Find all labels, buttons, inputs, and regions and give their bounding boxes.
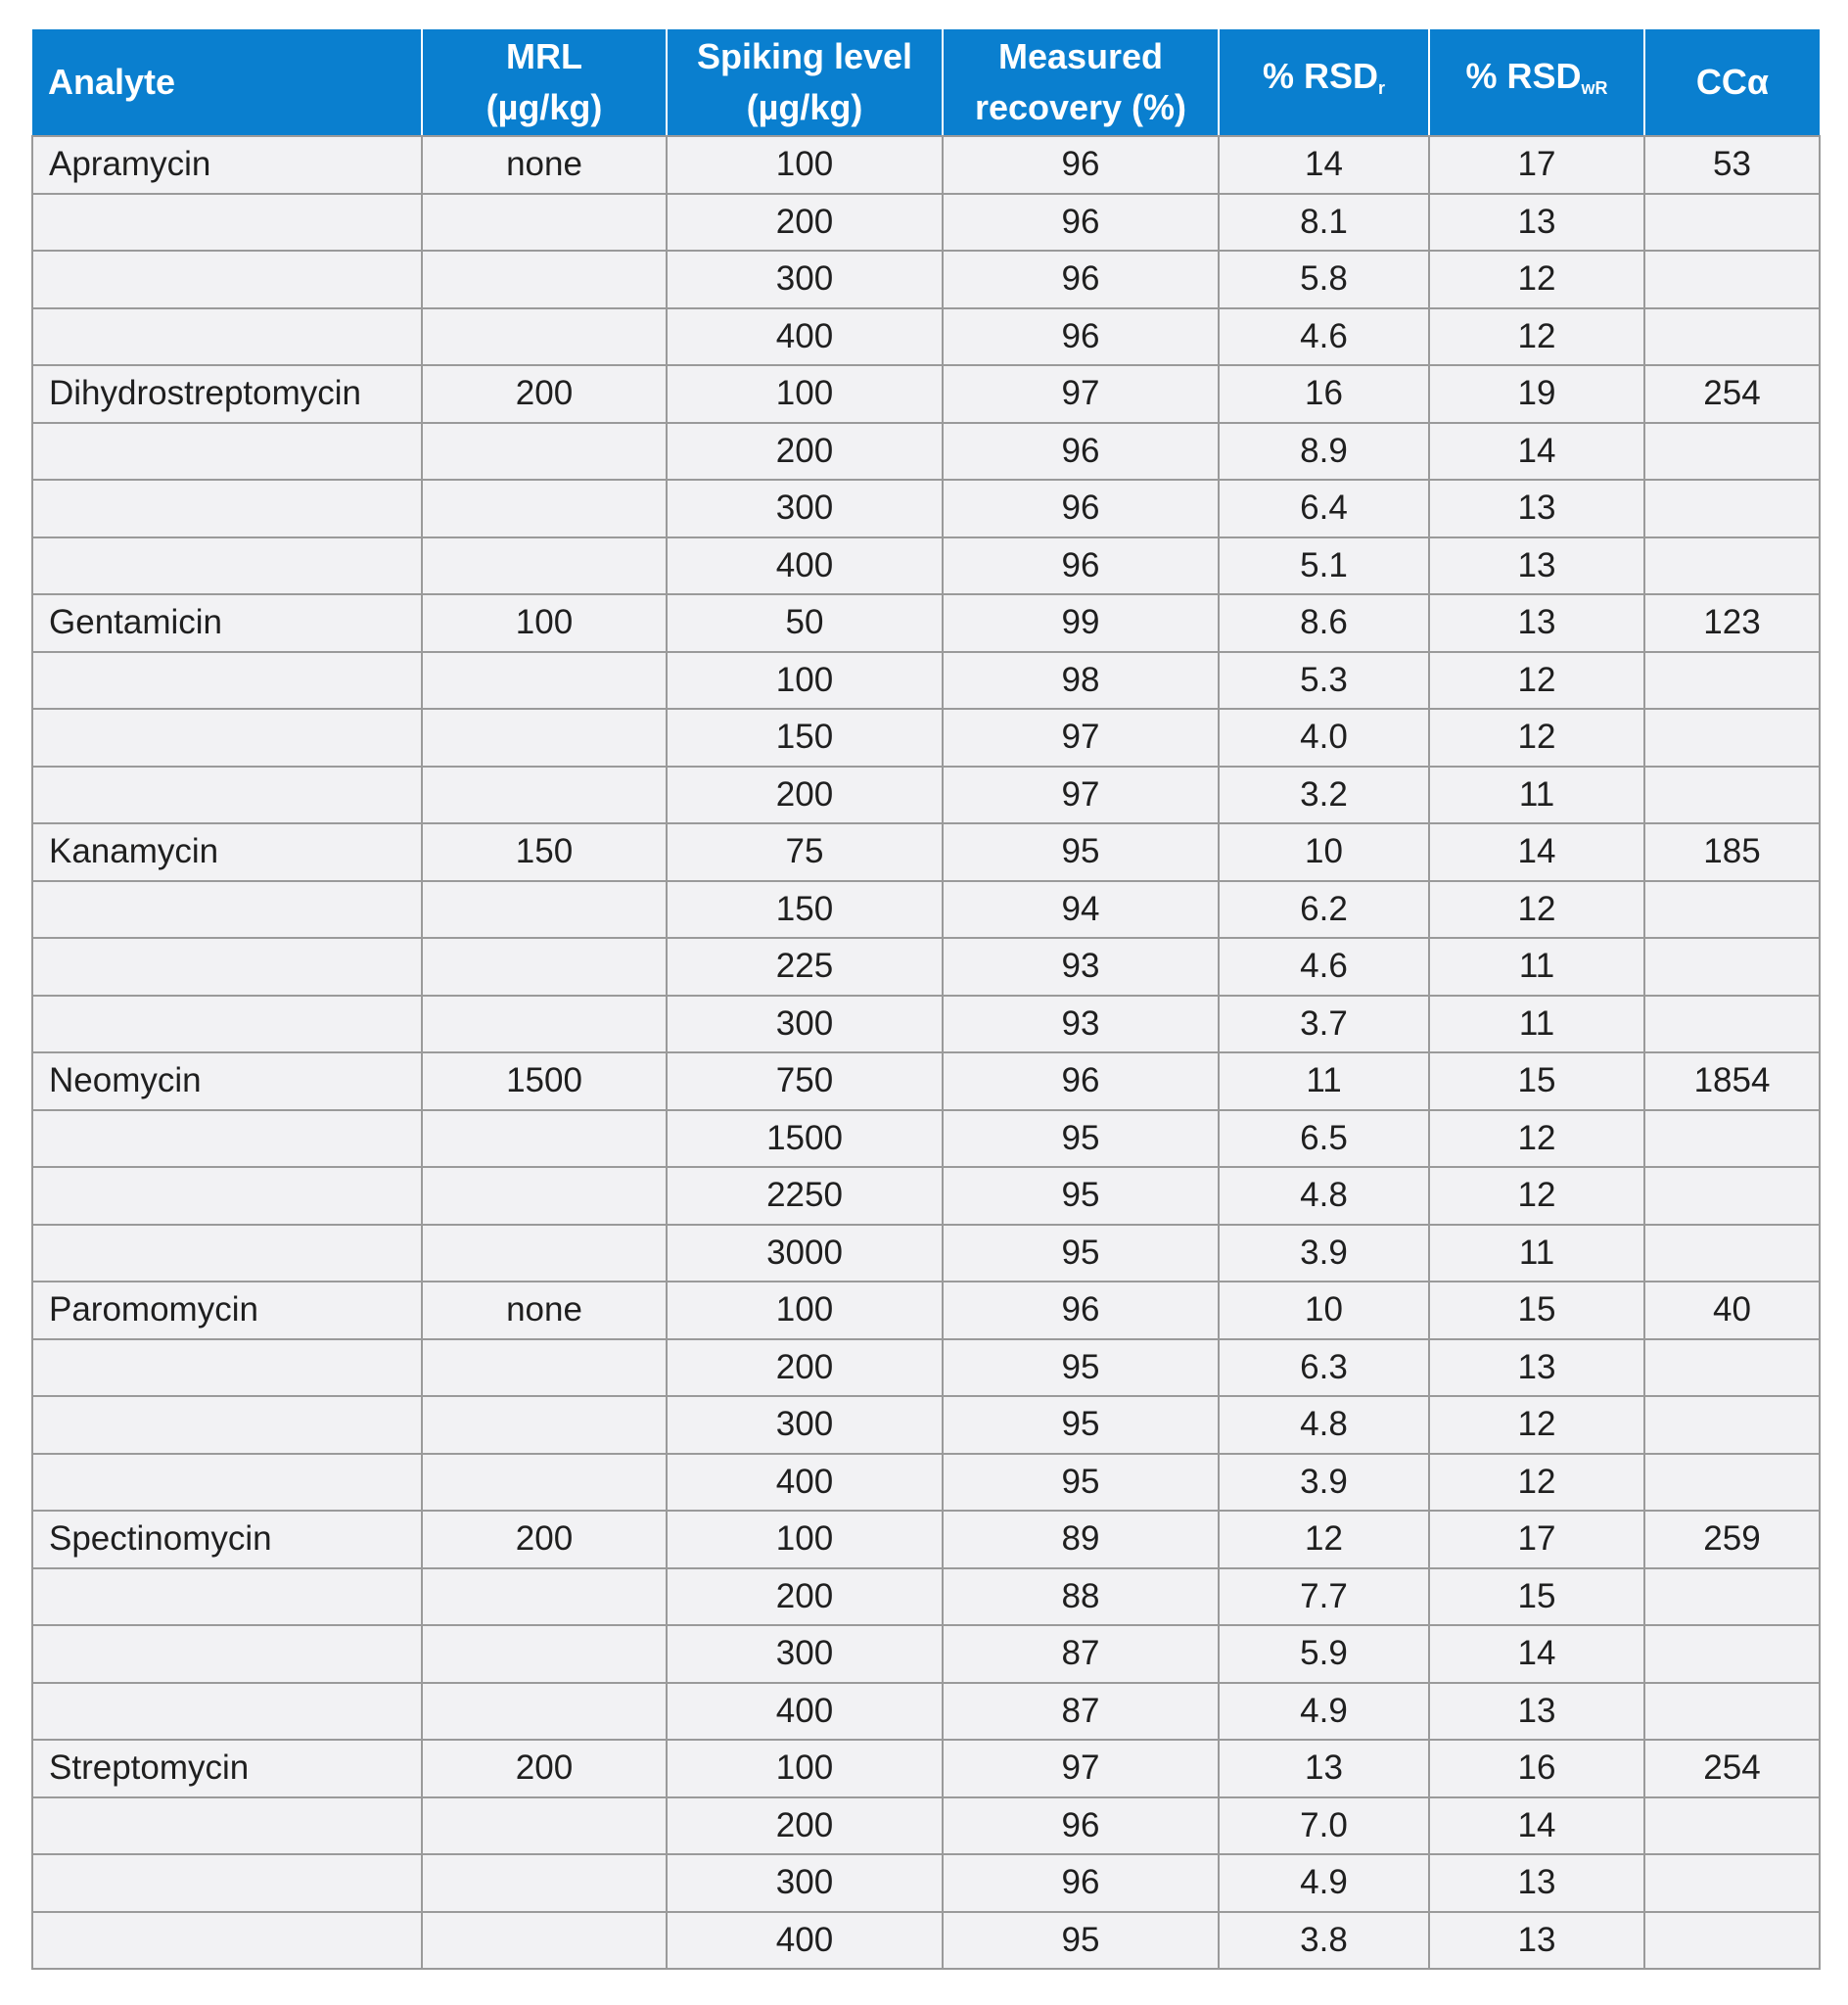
cell-analyte: Apramycin [32, 136, 422, 194]
cell-analyte [32, 1625, 422, 1683]
cell-rsd-r: 10 [1219, 1282, 1429, 1339]
cell-spiking-level: 100 [667, 1511, 943, 1568]
header-spiking-line2: (µg/kg) [746, 87, 863, 127]
table-row [32, 1797, 1820, 1855]
table-row [32, 1282, 1820, 1339]
cell-rsd-wr: 17 [1429, 136, 1644, 194]
cell-rsd-r: 6.2 [1219, 881, 1429, 939]
table-row [32, 1167, 1820, 1225]
header-rsd-wr-sub: wR [1581, 78, 1608, 98]
cell-cc-alpha [1644, 537, 1820, 595]
cell-spiking-level: 3000 [667, 1225, 943, 1282]
cell-analyte [32, 996, 422, 1053]
cell-measured-recovery: 96 [943, 136, 1219, 194]
cell-rsd-r: 3.7 [1219, 996, 1429, 1053]
cell-mrl [422, 1625, 667, 1683]
cell-measured-recovery: 96 [943, 1282, 1219, 1339]
cell-spiking-level: 2250 [667, 1167, 943, 1225]
cell-analyte [32, 194, 422, 252]
table-row [32, 1912, 1820, 1970]
cell-cc-alpha: 254 [1644, 1740, 1820, 1797]
cell-spiking-level: 50 [667, 594, 943, 652]
cell-spiking-level: 400 [667, 308, 943, 366]
table-row [32, 1454, 1820, 1512]
cell-rsd-r: 4.9 [1219, 1854, 1429, 1912]
cell-analyte [32, 1683, 422, 1741]
cell-rsd-wr: 14 [1429, 823, 1644, 881]
table-row [32, 308, 1820, 366]
cell-analyte [32, 1454, 422, 1512]
cell-analyte [32, 1854, 422, 1912]
cell-measured-recovery: 87 [943, 1683, 1219, 1741]
header-cc-alpha: CCα [1644, 29, 1820, 136]
table-row [32, 1568, 1820, 1626]
header-spiking-line1: Spiking level [696, 36, 913, 76]
cell-rsd-wr: 11 [1429, 996, 1644, 1053]
cell-rsd-wr: 11 [1429, 767, 1644, 824]
cell-analyte [32, 1110, 422, 1168]
table-row [32, 1854, 1820, 1912]
cell-spiking-level: 300 [667, 480, 943, 537]
cell-spiking-level: 100 [667, 1282, 943, 1339]
cell-analyte [32, 938, 422, 996]
cell-mrl [422, 881, 667, 939]
header-rsd-wr [1429, 29, 1644, 136]
cell-rsd-r: 4.8 [1219, 1396, 1429, 1454]
cell-analyte: Paromomycin [32, 1282, 422, 1339]
table-row [32, 1511, 1820, 1568]
header-mrl-line2: (µg/kg) [485, 87, 603, 127]
cell-mrl [422, 251, 667, 308]
cell-measured-recovery: 95 [943, 1396, 1219, 1454]
cell-rsd-wr: 12 [1429, 251, 1644, 308]
cell-spiking-level: 100 [667, 136, 943, 194]
cell-analyte: Spectinomycin [32, 1511, 422, 1568]
table-row [32, 1625, 1820, 1683]
table-row [32, 480, 1820, 537]
cell-mrl: 200 [422, 365, 667, 423]
cell-rsd-wr: 11 [1429, 938, 1644, 996]
cell-measured-recovery: 95 [943, 823, 1219, 881]
cell-cc-alpha [1644, 308, 1820, 366]
cell-analyte [32, 1797, 422, 1855]
cell-mrl [422, 537, 667, 595]
cell-analyte: Streptomycin [32, 1740, 422, 1797]
header-rsd-r-sub: r [1378, 78, 1386, 98]
cell-measured-recovery: 89 [943, 1511, 1219, 1568]
table-row [32, 594, 1820, 652]
cell-rsd-r: 6.5 [1219, 1110, 1429, 1168]
cell-analyte: Neomycin [32, 1052, 422, 1110]
table-row [32, 1683, 1820, 1741]
cell-measured-recovery: 97 [943, 1740, 1219, 1797]
table-body [32, 136, 1820, 1969]
cell-spiking-level: 400 [667, 1683, 943, 1741]
cell-rsd-r: 4.8 [1219, 1167, 1429, 1225]
table-row [32, 881, 1820, 939]
header-analyte: Analyte [32, 29, 422, 136]
cell-cc-alpha [1644, 1912, 1820, 1970]
cell-cc-alpha [1644, 480, 1820, 537]
cell-analyte [32, 423, 422, 481]
cell-rsd-r: 14 [1219, 136, 1429, 194]
cell-spiking-level: 100 [667, 365, 943, 423]
cell-rsd-r: 5.8 [1219, 251, 1429, 308]
cell-rsd-wr: 14 [1429, 1797, 1644, 1855]
cell-cc-alpha [1644, 938, 1820, 996]
cell-cc-alpha [1644, 1454, 1820, 1512]
cell-mrl: 200 [422, 1740, 667, 1797]
cell-spiking-level: 400 [667, 1454, 943, 1512]
cell-analyte [32, 1568, 422, 1626]
cell-measured-recovery: 96 [943, 423, 1219, 481]
cell-cc-alpha: 254 [1644, 365, 1820, 423]
cell-rsd-wr: 15 [1429, 1052, 1644, 1110]
cell-measured-recovery: 96 [943, 480, 1219, 537]
cell-cc-alpha: 123 [1644, 594, 1820, 652]
cell-spiking-level: 200 [667, 1339, 943, 1397]
table-row [32, 194, 1820, 252]
cell-spiking-level: 225 [667, 938, 943, 996]
cell-cc-alpha [1644, 1339, 1820, 1397]
cell-mrl [422, 767, 667, 824]
table-row [32, 537, 1820, 595]
cell-spiking-level: 200 [667, 1797, 943, 1855]
cell-mrl [422, 423, 667, 481]
cell-cc-alpha [1644, 1683, 1820, 1741]
cell-cc-alpha [1644, 1110, 1820, 1168]
cell-rsd-wr: 13 [1429, 537, 1644, 595]
cell-rsd-wr: 12 [1429, 308, 1644, 366]
cell-spiking-level: 100 [667, 1740, 943, 1797]
cell-mrl [422, 1225, 667, 1282]
cell-measured-recovery: 97 [943, 767, 1219, 824]
cell-rsd-wr: 13 [1429, 480, 1644, 537]
cell-measured-recovery: 96 [943, 1854, 1219, 1912]
cell-rsd-r: 7.7 [1219, 1568, 1429, 1626]
cell-measured-recovery: 95 [943, 1225, 1219, 1282]
cell-rsd-r: 5.1 [1219, 537, 1429, 595]
cell-rsd-r: 3.9 [1219, 1454, 1429, 1512]
cell-mrl [422, 709, 667, 767]
cell-analyte [32, 1167, 422, 1225]
cell-rsd-wr: 19 [1429, 365, 1644, 423]
header-rsd-r-main: % RSD [1262, 56, 1378, 96]
cell-mrl [422, 1167, 667, 1225]
cell-measured-recovery: 87 [943, 1625, 1219, 1683]
cell-rsd-r: 8.1 [1219, 194, 1429, 252]
cell-rsd-wr: 13 [1429, 1339, 1644, 1397]
cell-rsd-r: 12 [1219, 1511, 1429, 1568]
cell-rsd-r: 3.9 [1219, 1225, 1429, 1282]
cell-spiking-level: 200 [667, 423, 943, 481]
cell-analyte [32, 480, 422, 537]
cell-rsd-wr: 14 [1429, 423, 1644, 481]
table-row [32, 1339, 1820, 1397]
table-row [32, 1740, 1820, 1797]
cell-rsd-wr: 14 [1429, 1625, 1644, 1683]
table-row [32, 136, 1820, 194]
cell-rsd-wr: 11 [1429, 1225, 1644, 1282]
table-row [32, 1110, 1820, 1168]
table-row [32, 938, 1820, 996]
cell-mrl [422, 1683, 667, 1741]
table-row [32, 365, 1820, 423]
cell-spiking-level: 200 [667, 1568, 943, 1626]
cell-mrl: 200 [422, 1511, 667, 1568]
cell-mrl [422, 1110, 667, 1168]
cell-spiking-level: 300 [667, 251, 943, 308]
cell-measured-recovery: 93 [943, 938, 1219, 996]
header-recovery-line1: Measured [997, 36, 1164, 76]
cell-measured-recovery: 96 [943, 251, 1219, 308]
cell-analyte [32, 537, 422, 595]
cell-cc-alpha [1644, 881, 1820, 939]
cell-spiking-level: 750 [667, 1052, 943, 1110]
cell-analyte: Gentamicin [32, 594, 422, 652]
cell-cc-alpha [1644, 1167, 1820, 1225]
cell-mrl [422, 996, 667, 1053]
cell-mrl [422, 194, 667, 252]
cell-rsd-r: 5.3 [1219, 652, 1429, 710]
cell-measured-recovery: 96 [943, 1052, 1219, 1110]
cell-mrl [422, 1912, 667, 1970]
cell-measured-recovery: 96 [943, 194, 1219, 252]
table-row [32, 1225, 1820, 1282]
cell-rsd-wr: 12 [1429, 1110, 1644, 1168]
cell-mrl [422, 1797, 667, 1855]
cell-mrl: none [422, 136, 667, 194]
cell-rsd-wr: 13 [1429, 194, 1644, 252]
cell-mrl: none [422, 1282, 667, 1339]
validation-results-table [31, 29, 1821, 1970]
cell-rsd-r: 8.9 [1219, 423, 1429, 481]
cell-measured-recovery: 95 [943, 1167, 1219, 1225]
table-row [32, 1396, 1820, 1454]
cell-mrl [422, 652, 667, 710]
cell-spiking-level: 150 [667, 881, 943, 939]
cell-mrl [422, 1339, 667, 1397]
cell-rsd-wr: 13 [1429, 1912, 1644, 1970]
cell-mrl [422, 308, 667, 366]
cell-rsd-r: 13 [1219, 1740, 1429, 1797]
cell-rsd-wr: 12 [1429, 1167, 1644, 1225]
cell-rsd-r: 11 [1219, 1052, 1429, 1110]
cell-rsd-r: 6.3 [1219, 1339, 1429, 1397]
table-row [32, 652, 1820, 710]
cell-rsd-r: 4.9 [1219, 1683, 1429, 1741]
header-spiking-level [667, 29, 943, 136]
cell-analyte [32, 308, 422, 366]
cell-analyte [32, 652, 422, 710]
table-row [32, 423, 1820, 481]
cell-cc-alpha [1644, 709, 1820, 767]
header-measured-recovery [943, 29, 1219, 136]
cell-measured-recovery: 96 [943, 1797, 1219, 1855]
cell-measured-recovery: 97 [943, 709, 1219, 767]
header-mrl [422, 29, 667, 136]
cell-measured-recovery: 93 [943, 996, 1219, 1053]
cell-rsd-wr: 12 [1429, 652, 1644, 710]
cell-rsd-r: 16 [1219, 365, 1429, 423]
cell-analyte [32, 709, 422, 767]
cell-measured-recovery: 99 [943, 594, 1219, 652]
cell-cc-alpha: 185 [1644, 823, 1820, 881]
cell-spiking-level: 300 [667, 1396, 943, 1454]
cell-measured-recovery: 98 [943, 652, 1219, 710]
cell-rsd-r: 3.2 [1219, 767, 1429, 824]
cell-rsd-wr: 15 [1429, 1568, 1644, 1626]
cell-rsd-wr: 12 [1429, 1396, 1644, 1454]
cell-analyte [32, 1396, 422, 1454]
cell-mrl [422, 938, 667, 996]
cell-cc-alpha [1644, 1225, 1820, 1282]
cell-rsd-wr: 12 [1429, 709, 1644, 767]
cell-analyte [32, 251, 422, 308]
cell-mrl [422, 1854, 667, 1912]
cell-rsd-r: 4.6 [1219, 938, 1429, 996]
cell-spiking-level: 75 [667, 823, 943, 881]
cell-measured-recovery: 94 [943, 881, 1219, 939]
table-row [32, 823, 1820, 881]
cell-rsd-wr: 17 [1429, 1511, 1644, 1568]
cell-cc-alpha [1644, 1625, 1820, 1683]
cell-rsd-r: 4.0 [1219, 709, 1429, 767]
cell-measured-recovery: 96 [943, 308, 1219, 366]
cell-cc-alpha: 53 [1644, 136, 1820, 194]
cell-analyte [32, 767, 422, 824]
cell-measured-recovery: 88 [943, 1568, 1219, 1626]
cell-spiking-level: 200 [667, 194, 943, 252]
cell-mrl: 1500 [422, 1052, 667, 1110]
cell-cc-alpha: 40 [1644, 1282, 1820, 1339]
cell-rsd-r: 7.0 [1219, 1797, 1429, 1855]
cell-spiking-level: 150 [667, 709, 943, 767]
cell-measured-recovery: 95 [943, 1912, 1219, 1970]
table-row [32, 996, 1820, 1053]
cell-cc-alpha: 1854 [1644, 1052, 1820, 1110]
cell-spiking-level: 100 [667, 652, 943, 710]
cell-analyte [32, 1912, 422, 1970]
cell-spiking-level: 1500 [667, 1110, 943, 1168]
cell-analyte [32, 1339, 422, 1397]
cell-rsd-r: 4.6 [1219, 308, 1429, 366]
cell-cc-alpha [1644, 1797, 1820, 1855]
cell-spiking-level: 300 [667, 1625, 943, 1683]
header-rsd-r [1219, 29, 1429, 136]
cell-cc-alpha [1644, 1396, 1820, 1454]
cell-rsd-wr: 16 [1429, 1740, 1644, 1797]
header-rsd-wr-main: % RSD [1465, 56, 1582, 96]
cell-mrl: 150 [422, 823, 667, 881]
cell-measured-recovery: 95 [943, 1454, 1219, 1512]
cell-spiking-level: 400 [667, 537, 943, 595]
cell-mrl [422, 1454, 667, 1512]
header-mrl-line1: MRL [506, 36, 582, 76]
table-row [32, 1052, 1820, 1110]
cell-rsd-wr: 15 [1429, 1282, 1644, 1339]
cell-rsd-wr: 13 [1429, 1683, 1644, 1741]
cell-spiking-level: 400 [667, 1912, 943, 1970]
cell-mrl [422, 1396, 667, 1454]
cell-rsd-r: 3.8 [1219, 1912, 1429, 1970]
cell-rsd-r: 6.4 [1219, 480, 1429, 537]
cell-measured-recovery: 95 [943, 1110, 1219, 1168]
cell-mrl [422, 480, 667, 537]
cell-mrl [422, 1568, 667, 1626]
cell-measured-recovery: 95 [943, 1339, 1219, 1397]
cell-cc-alpha: 259 [1644, 1511, 1820, 1568]
header-recovery-line2: recovery (%) [974, 87, 1187, 127]
cell-rsd-wr: 13 [1429, 1854, 1644, 1912]
table-row [32, 251, 1820, 308]
cell-spiking-level: 300 [667, 996, 943, 1053]
cell-analyte: Dihydrostreptomycin [32, 365, 422, 423]
header-row [32, 29, 1820, 136]
cell-analyte [32, 881, 422, 939]
table-row [32, 767, 1820, 824]
cell-cc-alpha [1644, 767, 1820, 824]
cell-rsd-r: 5.9 [1219, 1625, 1429, 1683]
cell-rsd-wr: 12 [1429, 881, 1644, 939]
cell-rsd-wr: 12 [1429, 1454, 1644, 1512]
cell-cc-alpha [1644, 1568, 1820, 1626]
cell-measured-recovery: 96 [943, 537, 1219, 595]
cell-cc-alpha [1644, 423, 1820, 481]
cell-cc-alpha [1644, 1854, 1820, 1912]
cell-measured-recovery: 97 [943, 365, 1219, 423]
cell-rsd-r: 10 [1219, 823, 1429, 881]
cell-spiking-level: 200 [667, 767, 943, 824]
cell-cc-alpha [1644, 194, 1820, 252]
cell-cc-alpha [1644, 996, 1820, 1053]
cell-spiking-level: 300 [667, 1854, 943, 1912]
cell-mrl: 100 [422, 594, 667, 652]
cell-cc-alpha [1644, 251, 1820, 308]
cell-rsd-r: 8.6 [1219, 594, 1429, 652]
cell-rsd-wr: 13 [1429, 594, 1644, 652]
cell-cc-alpha [1644, 652, 1820, 710]
cell-analyte [32, 1225, 422, 1282]
table-row [32, 709, 1820, 767]
cell-analyte: Kanamycin [32, 823, 422, 881]
